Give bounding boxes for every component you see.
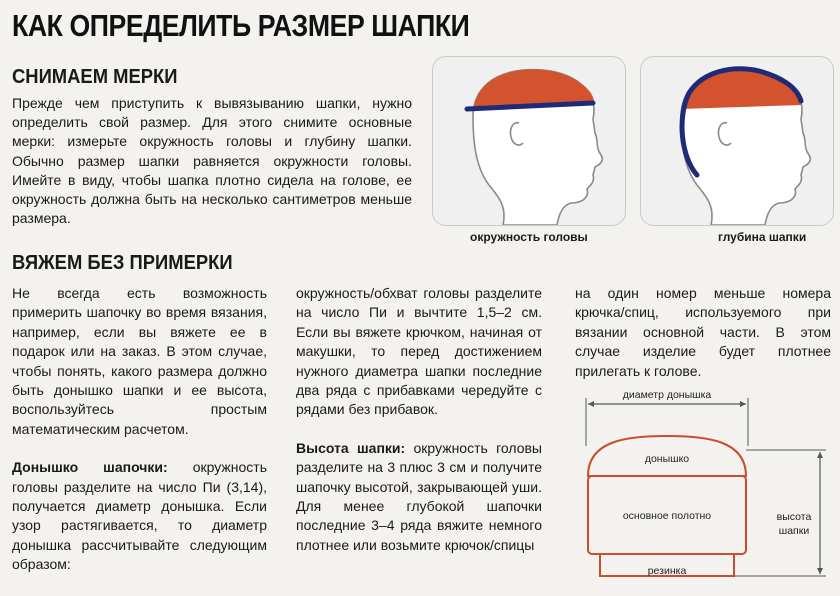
page-title: КАК ОПРЕДЕЛИТЬ РАЗМЕР ШАПКИ (12, 8, 470, 43)
cap-depth-caption: глубина шапки (718, 230, 807, 244)
paragraph (12, 458, 267, 574)
arrow-head-right (740, 401, 746, 407)
body-label: основное полотно (622, 510, 712, 522)
head-circumference-figure (432, 56, 626, 226)
arrow-head-bottom (817, 568, 823, 574)
paragraph: Не всегда есть возможность примерить шапочку во время вязания, например, если вы вяжете ее в подарок или на заказ. В этом случае, чтобы понять, какого размера должно быть донышко шапки и ее высота, воспользуйтесь простым математическим расчетом. (12, 285, 267, 437)
section-heading-no-fitting: ВЯЖЕМ БЕЗ ПРИМЕРКИ (12, 252, 233, 274)
height-label-line1: высота (776, 511, 812, 523)
section-heading-measurements: СНИМАЕМ МЕРКИ (12, 66, 178, 88)
cap-depth-figure (640, 56, 834, 226)
text-column-1 (12, 284, 267, 594)
paragraph-lead: Высота шапки: (296, 439, 406, 456)
paragraph-body: окружность головы разделите на число Пи (3,14), получается диаметр донышка. Если узор растягивается, то диаметр донышка рассчитывайте следующим образом: (12, 459, 267, 573)
band-label: резинка (647, 565, 687, 577)
cap-depth-illustration (641, 57, 833, 225)
hat-construction-diagram (570, 384, 838, 592)
arrow-head-left (588, 401, 594, 407)
paragraph: на один номер меньше номера крючка/спиц, используемого при вязании основной части. В этом случае изделие будет плотнее прилегать к голове. (575, 285, 831, 379)
paragraph-body: окружность головы разделите на 3 плюс 3 см и получите шапочку высотой, закрывающей уши. Для менее глубокой шапочки последние 3–4 ряда вяжите немного плотнее или возьмите крючок/спицы (296, 439, 542, 553)
text-column-2 (296, 284, 542, 574)
head-circumference-illustration (433, 57, 625, 225)
text-column-3 (575, 284, 831, 400)
height-label-line2: шапки (778, 525, 810, 537)
crown-label: донышко (644, 453, 690, 465)
head-circumference-caption: окружность головы (470, 230, 588, 244)
arrow-head-top (817, 452, 823, 458)
paragraph: окружность/обхват головы разделите на число Пи и вычтите 1,5–2 см. Если вы вяжете крючком, начиная от макушки, то перед достижением нужного диаметра шапки последние два ряда с прибавками чередуйте с рядами без прибавок. (296, 285, 542, 418)
diameter-label: диаметр донышка (622, 389, 712, 401)
paragraph (296, 439, 542, 555)
section-text-measurements: Прежде чем приступить к вывязыванию шапки, нужно определить свой размер. Для этого снимите основные мерки: измерьте окружность головы и глубину шапки. Обычно размер шапки равняется окружности головы. Имейте в виду, чтобы шапка плотно сидела на голове, ее окружность должна быть на несколько сантиметров меньше размера. (12, 95, 412, 227)
paragraph-lead: Донышко шапочки: (12, 459, 168, 476)
